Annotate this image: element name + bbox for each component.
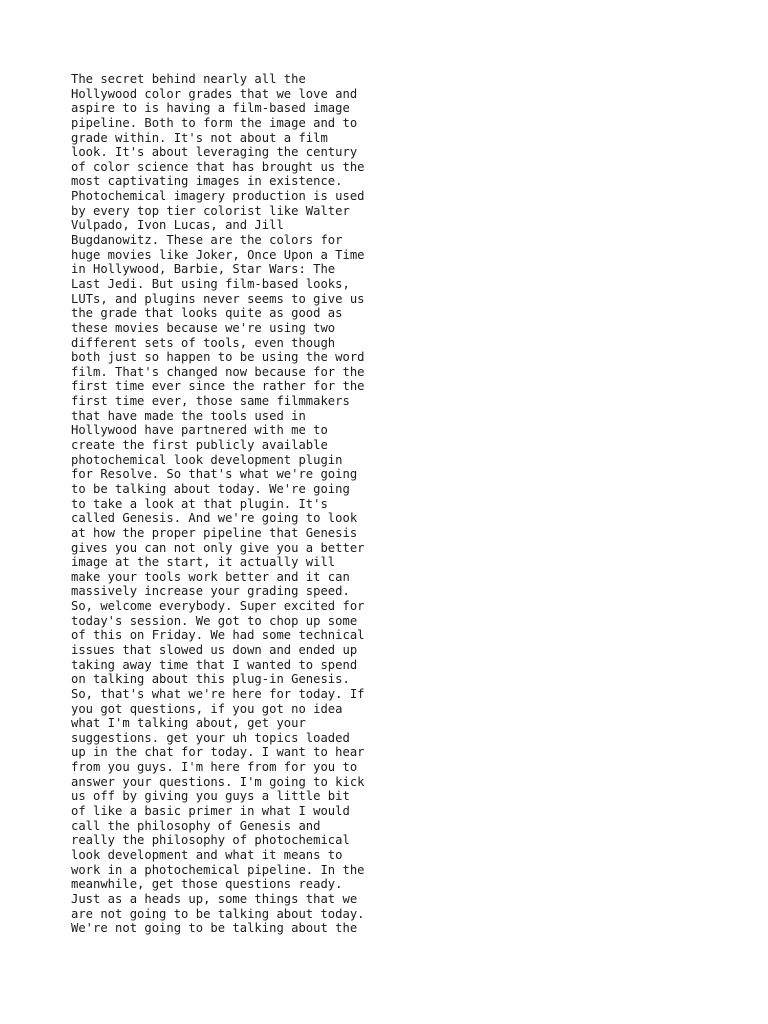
text-line: at how the proper pipeline that Genesis bbox=[71, 525, 358, 540]
text-line: look development and what it means to bbox=[71, 847, 343, 862]
text-line: on talking about this plug-in Genesis. bbox=[71, 672, 350, 687]
text-line: of this on Friday. We had some technical bbox=[71, 628, 365, 643]
text-line: called Genesis. And we're going to look bbox=[71, 511, 358, 526]
text-line: for Resolve. So that's what we're going bbox=[71, 467, 358, 482]
text-line: first time ever, those same filmmakers bbox=[71, 394, 350, 409]
text-line: aspire to is having a film-based image bbox=[71, 101, 350, 116]
text-line: to be talking about today. We're going bbox=[71, 481, 350, 496]
text-line: Hollywood color grades that we love and bbox=[71, 86, 358, 101]
text-line: by every top tier colorist like Walter bbox=[71, 203, 350, 218]
text-line: both just so happen to be using the word bbox=[71, 350, 365, 365]
text-line: work in a photochemical pipeline. In the bbox=[71, 862, 365, 877]
text-line: pipeline. Both to form the image and to bbox=[71, 115, 358, 130]
text-line: what I'm talking about, get your bbox=[71, 716, 306, 731]
text-line: film. That's changed now because for the bbox=[71, 364, 365, 379]
text-line: Last Jedi. But using film-based looks, bbox=[71, 276, 350, 291]
text-line: up in the chat for today. I want to hear bbox=[71, 745, 365, 760]
text-line: Hollywood have partnered with me to bbox=[71, 423, 328, 438]
text-line: create the first publicly available bbox=[71, 438, 328, 453]
text-line: taking away time that I wanted to spend bbox=[71, 657, 358, 672]
text-line: are not going to be talking about today. bbox=[71, 906, 365, 921]
text-line: massively increase your grading speed. bbox=[71, 584, 350, 599]
text-line: Bugdanowitz. These are the colors for bbox=[71, 233, 343, 248]
text-line: grade within. It's not about a film bbox=[71, 130, 328, 145]
transcript-text-block bbox=[71, 72, 391, 936]
text-line: image at the start, it actually will bbox=[71, 555, 336, 570]
text-line: suggestions. get your uh topics loaded bbox=[71, 730, 350, 745]
text-line: these movies because we're using two bbox=[71, 320, 336, 335]
text-line: answer your questions. I'm going to kick bbox=[71, 774, 365, 789]
text-line: Just as a heads up, some things that we bbox=[71, 891, 358, 906]
text-line: So, welcome everybody. Super excited for bbox=[71, 599, 365, 614]
text-line: in Hollywood, Barbie, Star Wars: The bbox=[71, 262, 336, 277]
text-line: Vulpado, Ivon Lucas, and Jill bbox=[71, 218, 284, 233]
text-line: photochemical look development plugin bbox=[71, 452, 343, 467]
text-line: the grade that looks quite as good as bbox=[71, 306, 343, 321]
text-line: make your tools work better and it can bbox=[71, 569, 350, 584]
text-line: issues that slowed us down and ended up bbox=[71, 642, 358, 657]
text-line: We're not going to be talking about the bbox=[71, 921, 358, 936]
text-line: most captivating images in existence. bbox=[71, 174, 343, 189]
text-line: that have made the tools used in bbox=[71, 408, 306, 423]
text-line: call the philosophy of Genesis and bbox=[71, 818, 321, 833]
text-line: Photochemical imagery production is used bbox=[71, 189, 365, 204]
text-line: you got questions, if you got no idea bbox=[71, 701, 343, 716]
text-line: gives you can not only give you a better bbox=[71, 540, 365, 555]
text-line: meanwhile, get those questions ready. bbox=[71, 877, 343, 892]
text-line: So, that's what we're here for today. If bbox=[71, 686, 365, 701]
text-line: to take a look at that plugin. It's bbox=[71, 496, 328, 511]
text-line: different sets of tools, even though bbox=[71, 335, 336, 350]
text-line: first time ever since the rather for the bbox=[71, 379, 365, 394]
text-line: of color science that has brought us the bbox=[71, 159, 365, 174]
text-line: The secret behind nearly all the bbox=[71, 72, 306, 86]
text-line: us off by giving you guys a little bit bbox=[71, 789, 350, 804]
text-line: of like a basic primer in what I would bbox=[71, 804, 350, 819]
text-line: LUTs, and plugins never seems to give us bbox=[71, 291, 365, 306]
text-line: really the philosophy of photochemical bbox=[71, 833, 350, 848]
text-line: today's session. We got to chop up some bbox=[71, 613, 358, 628]
text-line: huge movies like Joker, Once Upon a Time bbox=[71, 247, 365, 262]
text-line: from you guys. I'm here from for you to bbox=[71, 760, 358, 775]
text-line: look. It's about leveraging the century bbox=[71, 145, 358, 160]
